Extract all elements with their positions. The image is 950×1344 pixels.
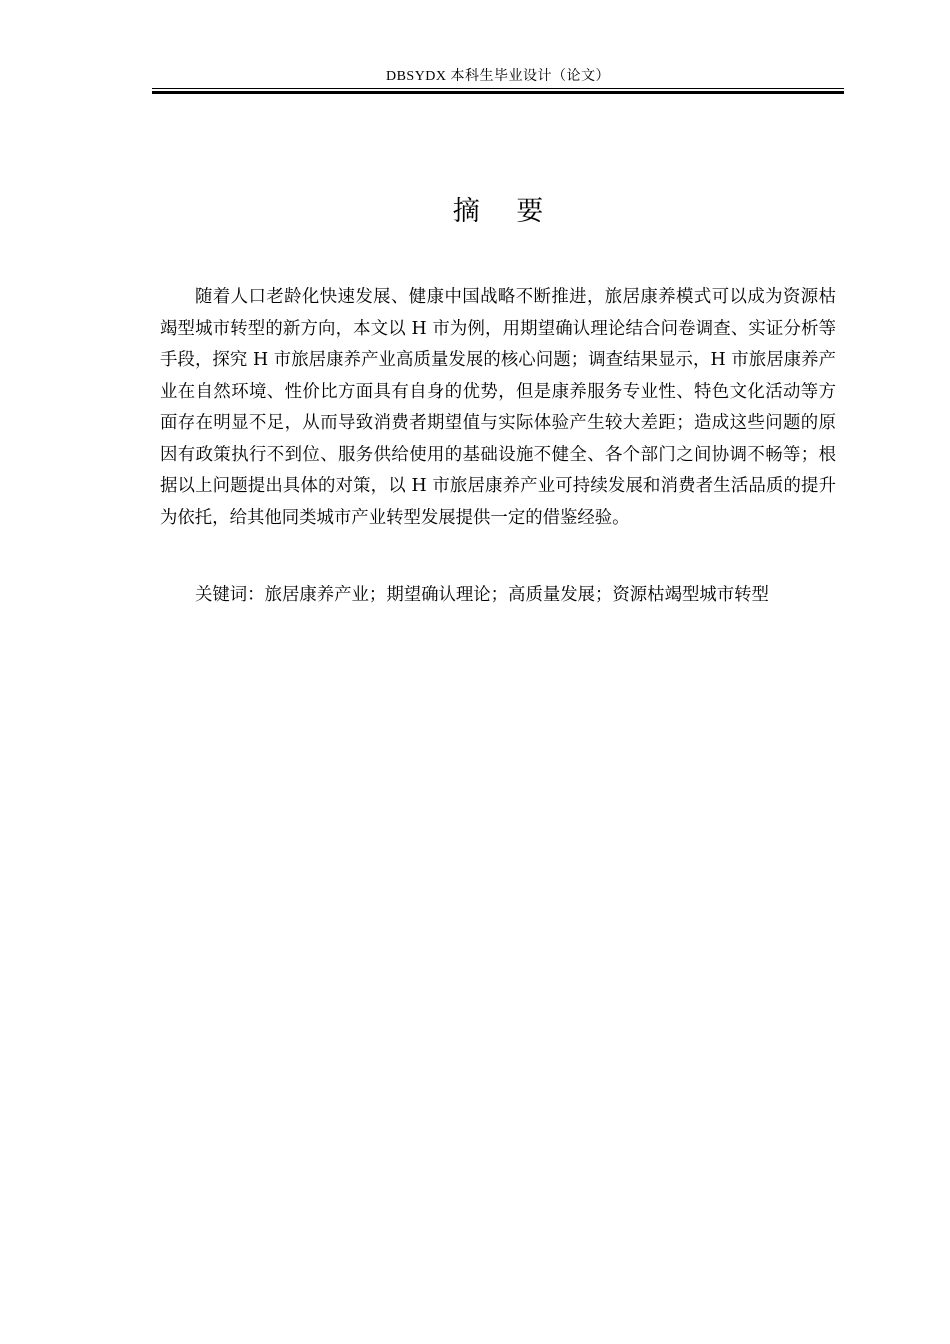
abstract-heading: 摘 要	[452, 196, 558, 227]
keywords-text: 旅居康养产业；期望确认理论；高质量发展；资源枯竭型城市转型	[264, 585, 769, 605]
header-rule-thin	[152, 88, 844, 89]
running-header: DBSYDX 本科生毕业设计（论文）	[385, 69, 611, 84]
header-rule-thick	[152, 91, 844, 94]
keywords-label: 关键词：	[195, 585, 265, 605]
keywords-line	[160, 580, 836, 612]
abstract-body: 随着人口老龄化快速发展、健康中国战略不断推进，旅居康养模式可以成为资源枯竭型城市转型的新方向，本文以 H 市为例，用期望确认理论结合问卷调查、实证分析等手段，探究 H 市旅居康养产业高质量发展的核心问题；调查结果显示，H 市旅居康养产业在自然环境、性价比方面具有自身的优势，但是康养服务专业性、特色文化活动等方面存在明显不足，从而导致消费者期望值与实际体验产生较大差距；造成这些问题的原因有政策执行不到位、服务供给使用的基础设施不健全、各个部门之间协调不畅等；根据以上问题提出具体的对策，以 H 市旅居康养产业可持续发展和消费者生活品质的提升为依托，给其他同类城市产业转型发展提供一定的借鉴经验。	[160, 287, 836, 528]
